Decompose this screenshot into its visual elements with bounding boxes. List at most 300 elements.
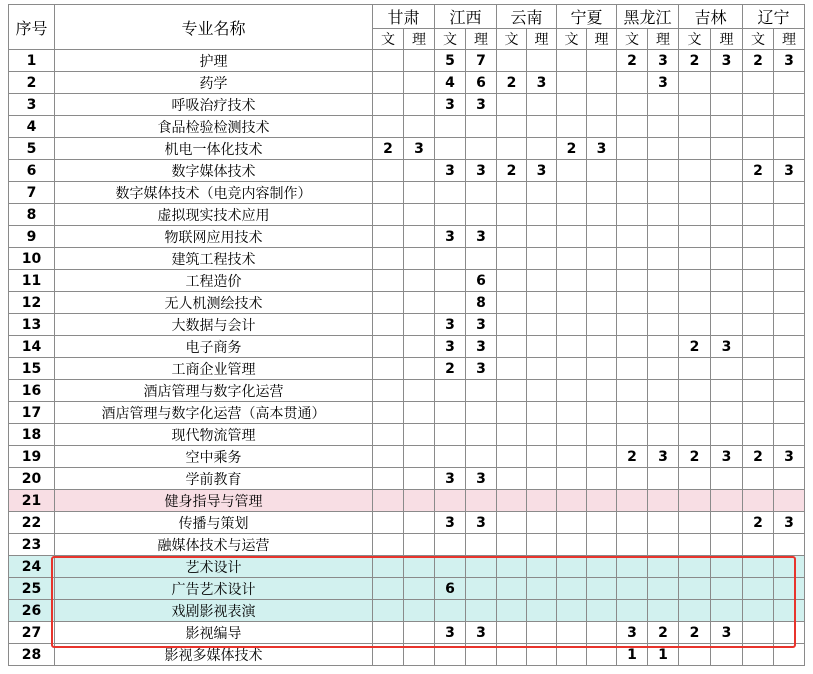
quota-cell [557, 116, 587, 138]
quota-cell: 3 [774, 512, 805, 534]
major-name: 酒店管理与数字化运营 [55, 380, 373, 402]
row-index: 6 [9, 160, 55, 182]
quota-cell [527, 94, 557, 116]
wen-header: 文 [497, 29, 527, 50]
major-name: 融媒体技术与运营 [55, 534, 373, 556]
quota-cell [679, 314, 711, 336]
quota-cell [527, 424, 557, 446]
quota-cell [617, 270, 648, 292]
quota-cell [587, 182, 617, 204]
quota-cell [373, 292, 404, 314]
quota-cell [497, 556, 527, 578]
quota-cell: 3 [774, 50, 805, 72]
quota-cell: 3 [435, 160, 466, 182]
quota-cell [743, 490, 774, 512]
quota-cell [587, 336, 617, 358]
quota-cell: 3 [711, 336, 743, 358]
major-name: 食品检验检测技术 [55, 116, 373, 138]
quota-cell [497, 314, 527, 336]
table-row [9, 204, 805, 226]
quota-cell [648, 358, 679, 380]
quota-cell [774, 622, 805, 644]
quota-cell [557, 446, 587, 468]
quota-cell [648, 248, 679, 270]
quota-cell [679, 358, 711, 380]
quota-cell [711, 600, 743, 622]
quota-cell: 3 [774, 160, 805, 182]
quota-cell [648, 138, 679, 160]
quota-cell [743, 600, 774, 622]
quota-cell [774, 182, 805, 204]
quota-cell: 3 [711, 446, 743, 468]
quota-cell [466, 424, 497, 446]
quota-cell [404, 600, 435, 622]
quota-cell [404, 94, 435, 116]
quota-cell [587, 314, 617, 336]
quota-cell [404, 424, 435, 446]
quota-cell [466, 556, 497, 578]
quota-cell [435, 292, 466, 314]
major-name: 物联网应用技术 [55, 226, 373, 248]
quota-cell [774, 358, 805, 380]
major-name: 现代物流管理 [55, 424, 373, 446]
quota-cell [679, 94, 711, 116]
quota-cell [743, 226, 774, 248]
quota-cell [711, 204, 743, 226]
row-index: 23 [9, 534, 55, 556]
quota-cell [711, 468, 743, 490]
quota-cell [743, 622, 774, 644]
quota-cell [617, 534, 648, 556]
major-name: 传播与策划 [55, 512, 373, 534]
quota-cell [435, 490, 466, 512]
quota-cell [711, 160, 743, 182]
major-name: 大数据与会计 [55, 314, 373, 336]
major-name: 影视编导 [55, 622, 373, 644]
quota-cell [497, 248, 527, 270]
quota-cell [557, 424, 587, 446]
quota-cell [774, 402, 805, 424]
quota-cell [648, 160, 679, 182]
province-header: 黑龙江 [617, 5, 679, 29]
quota-cell [587, 600, 617, 622]
quota-cell [679, 160, 711, 182]
quota-cell [373, 226, 404, 248]
quota-cell [774, 248, 805, 270]
quota-cell [743, 424, 774, 446]
quota-cell [679, 226, 711, 248]
quota-cell [527, 50, 557, 72]
quota-cell [527, 116, 557, 138]
quota-cell [774, 380, 805, 402]
quota-cell [404, 226, 435, 248]
quota-cell [774, 138, 805, 160]
quota-cell [466, 600, 497, 622]
quota-cell [774, 226, 805, 248]
quota-cell [774, 534, 805, 556]
quota-cell [743, 358, 774, 380]
quota-cell [527, 336, 557, 358]
row-index: 1 [9, 50, 55, 72]
quota-cell: 2 [743, 160, 774, 182]
quota-cell: 3 [711, 622, 743, 644]
quota-cell: 3 [435, 468, 466, 490]
row-index: 22 [9, 512, 55, 534]
row-index: 5 [9, 138, 55, 160]
quota-cell [497, 138, 527, 160]
table-row [9, 578, 805, 600]
quota-cell [435, 556, 466, 578]
quota-cell [648, 380, 679, 402]
quota-cell [648, 556, 679, 578]
quota-cell [557, 600, 587, 622]
quota-cell [711, 182, 743, 204]
province-header: 云南 [497, 5, 557, 29]
quota-cell: 3 [466, 468, 497, 490]
quota-cell [373, 512, 404, 534]
wen-header: 文 [617, 29, 648, 50]
table-row [9, 644, 805, 666]
row-index: 13 [9, 314, 55, 336]
quota-cell [617, 380, 648, 402]
quota-cell [587, 380, 617, 402]
province-header: 吉林 [679, 5, 743, 29]
quota-cell [679, 292, 711, 314]
row-index: 18 [9, 424, 55, 446]
quota-cell [404, 314, 435, 336]
quota-cell [373, 578, 404, 600]
quota-cell [774, 468, 805, 490]
quota-cell [679, 578, 711, 600]
quota-cell [743, 182, 774, 204]
quota-cell [497, 336, 527, 358]
li-header: 理 [527, 29, 557, 50]
quota-cell [497, 182, 527, 204]
quota-cell [711, 72, 743, 94]
row-index: 19 [9, 446, 55, 468]
quota-cell [466, 204, 497, 226]
row-index: 10 [9, 248, 55, 270]
quota-cell [466, 490, 497, 512]
table-row [9, 402, 805, 424]
quota-cell [648, 292, 679, 314]
quota-cell: 2 [497, 160, 527, 182]
quota-cell [679, 402, 711, 424]
quota-cell [373, 50, 404, 72]
quota-cell [617, 72, 648, 94]
quota-cell [373, 248, 404, 270]
quota-cell: 3 [648, 72, 679, 94]
quota-cell [373, 622, 404, 644]
major-name: 建筑工程技术 [55, 248, 373, 270]
quota-cell [617, 226, 648, 248]
quota-cell: 3 [466, 94, 497, 116]
quota-cell: 3 [435, 226, 466, 248]
quota-cell [497, 116, 527, 138]
quota-cell: 3 [527, 160, 557, 182]
table-row [9, 556, 805, 578]
quota-cell [587, 534, 617, 556]
quota-cell [711, 556, 743, 578]
quota-cell [617, 490, 648, 512]
quota-cell [648, 226, 679, 248]
quota-cell [743, 644, 774, 666]
quota-cell [497, 402, 527, 424]
quota-cell [679, 600, 711, 622]
quota-cell: 2 [679, 336, 711, 358]
quota-cell [435, 424, 466, 446]
quota-cell [527, 534, 557, 556]
quota-cell [557, 578, 587, 600]
quota-cell: 3 [648, 50, 679, 72]
quota-cell [679, 468, 711, 490]
quota-cell [497, 226, 527, 248]
quota-cell [557, 468, 587, 490]
quota-cell: 6 [435, 578, 466, 600]
quota-cell [404, 556, 435, 578]
quota-cell [774, 94, 805, 116]
quota-cell [373, 182, 404, 204]
table-row [9, 446, 805, 468]
quota-cell [711, 380, 743, 402]
quota-cell [711, 94, 743, 116]
row-index: 12 [9, 292, 55, 314]
quota-cell [557, 512, 587, 534]
major-name: 虚拟现实技术应用 [55, 204, 373, 226]
quota-cell [404, 490, 435, 512]
quota-cell [617, 512, 648, 534]
table-row [9, 468, 805, 490]
major-header: 专业名称 [55, 5, 373, 50]
quota-cell [648, 512, 679, 534]
quota-cell [497, 534, 527, 556]
quota-cell [466, 248, 497, 270]
table-row [9, 72, 805, 94]
quota-cell [435, 534, 466, 556]
quota-cell [711, 226, 743, 248]
major-name: 工程造价 [55, 270, 373, 292]
quota-cell: 2 [557, 138, 587, 160]
quota-cell [404, 182, 435, 204]
quota-cell [373, 116, 404, 138]
quota-cell [711, 270, 743, 292]
quota-cell [373, 424, 404, 446]
quota-cell [679, 204, 711, 226]
quota-cell [404, 72, 435, 94]
table-row [9, 336, 805, 358]
table-row [9, 116, 805, 138]
quota-cell [527, 556, 557, 578]
li-header: 理 [587, 29, 617, 50]
quota-cell [404, 50, 435, 72]
quota-cell [587, 556, 617, 578]
quota-cell [743, 314, 774, 336]
quota-cell [557, 402, 587, 424]
table-row [9, 270, 805, 292]
quota-cell [404, 358, 435, 380]
quota-cell [527, 138, 557, 160]
quota-cell [557, 622, 587, 644]
quota-cell [679, 556, 711, 578]
quota-cell [587, 358, 617, 380]
quota-cell [743, 204, 774, 226]
quota-cell [774, 600, 805, 622]
quota-cell [587, 116, 617, 138]
quota-cell [527, 358, 557, 380]
quota-cell [743, 534, 774, 556]
row-index: 4 [9, 116, 55, 138]
wen-header: 文 [557, 29, 587, 50]
quota-cell [404, 380, 435, 402]
quota-cell [711, 644, 743, 666]
quota-cell [557, 534, 587, 556]
row-index: 11 [9, 270, 55, 292]
quota-cell [774, 490, 805, 512]
li-header: 理 [711, 29, 743, 50]
table-row [9, 248, 805, 270]
quota-cell [527, 578, 557, 600]
quota-cell [497, 446, 527, 468]
quota-cell [617, 600, 648, 622]
li-header: 理 [466, 29, 497, 50]
quota-cell [435, 116, 466, 138]
quota-cell [527, 204, 557, 226]
row-index: 28 [9, 644, 55, 666]
quota-cell [774, 644, 805, 666]
quota-cell [774, 424, 805, 446]
quota-cell [557, 644, 587, 666]
quota-cell: 3 [648, 446, 679, 468]
quota-cell: 1 [648, 644, 679, 666]
quota-cell [373, 72, 404, 94]
quota-cell [648, 336, 679, 358]
quota-cell [497, 578, 527, 600]
quota-cell: 2 [743, 446, 774, 468]
quota-cell [497, 94, 527, 116]
quota-cell [743, 94, 774, 116]
quota-cell [648, 116, 679, 138]
quota-cell [679, 116, 711, 138]
quota-cell [587, 512, 617, 534]
table-row [9, 94, 805, 116]
quota-cell [743, 270, 774, 292]
quota-cell [617, 204, 648, 226]
table-row [9, 314, 805, 336]
quota-cell [404, 160, 435, 182]
quota-cell [587, 72, 617, 94]
quota-cell: 6 [466, 270, 497, 292]
quota-cell [527, 644, 557, 666]
quota-cell [527, 226, 557, 248]
quota-cell: 3 [435, 512, 466, 534]
quota-cell [648, 578, 679, 600]
quota-cell [617, 556, 648, 578]
quota-cell [557, 182, 587, 204]
quota-cell [373, 336, 404, 358]
quota-cell [466, 138, 497, 160]
quota-cell: 3 [466, 622, 497, 644]
quota-cell [617, 314, 648, 336]
quota-cell: 4 [435, 72, 466, 94]
quota-cell [497, 380, 527, 402]
major-name: 护理 [55, 50, 373, 72]
row-index: 14 [9, 336, 55, 358]
quota-cell: 3 [404, 138, 435, 160]
quota-cell [679, 380, 711, 402]
row-index: 3 [9, 94, 55, 116]
quota-cell [373, 314, 404, 336]
quota-cell [774, 556, 805, 578]
wen-header: 文 [679, 29, 711, 50]
quota-cell [435, 270, 466, 292]
quota-cell [648, 270, 679, 292]
quota-cell [404, 204, 435, 226]
quota-cell [587, 622, 617, 644]
quota-cell [557, 490, 587, 512]
province-header: 辽宁 [743, 5, 805, 29]
quota-cell [557, 336, 587, 358]
quota-cell [373, 402, 404, 424]
quota-cell [404, 292, 435, 314]
row-index: 2 [9, 72, 55, 94]
quota-cell [557, 160, 587, 182]
row-index: 24 [9, 556, 55, 578]
quota-cell [404, 622, 435, 644]
quota-cell: 2 [743, 512, 774, 534]
quota-cell [557, 314, 587, 336]
row-index: 15 [9, 358, 55, 380]
quota-cell: 2 [435, 358, 466, 380]
quota-cell: 2 [679, 50, 711, 72]
quota-cell [617, 336, 648, 358]
quota-cell [648, 314, 679, 336]
quota-cell [648, 534, 679, 556]
quota-cell [774, 578, 805, 600]
quota-cell [648, 600, 679, 622]
quota-cell [497, 490, 527, 512]
quota-cell [587, 644, 617, 666]
quota-cell [743, 138, 774, 160]
quota-cell: 3 [466, 226, 497, 248]
quota-cell [497, 292, 527, 314]
quota-cell [617, 578, 648, 600]
quota-cell [404, 644, 435, 666]
quota-cell [679, 182, 711, 204]
quota-cell: 3 [466, 314, 497, 336]
quota-cell [527, 622, 557, 644]
quota-cell [373, 600, 404, 622]
quota-cell [587, 50, 617, 72]
quota-cell [435, 380, 466, 402]
quota-cell [373, 358, 404, 380]
quota-cell [587, 292, 617, 314]
enrollment-plan-document [8, 4, 805, 666]
quota-cell [527, 468, 557, 490]
quota-cell [587, 424, 617, 446]
quota-cell [587, 468, 617, 490]
quota-cell [497, 50, 527, 72]
quota-cell [527, 600, 557, 622]
major-name: 药学 [55, 72, 373, 94]
quota-cell [743, 380, 774, 402]
major-name: 戏剧影视表演 [55, 600, 373, 622]
quota-cell [679, 644, 711, 666]
quota-cell [679, 72, 711, 94]
li-header: 理 [404, 29, 435, 50]
quota-cell [373, 556, 404, 578]
quota-cell [711, 292, 743, 314]
quota-cell [774, 336, 805, 358]
